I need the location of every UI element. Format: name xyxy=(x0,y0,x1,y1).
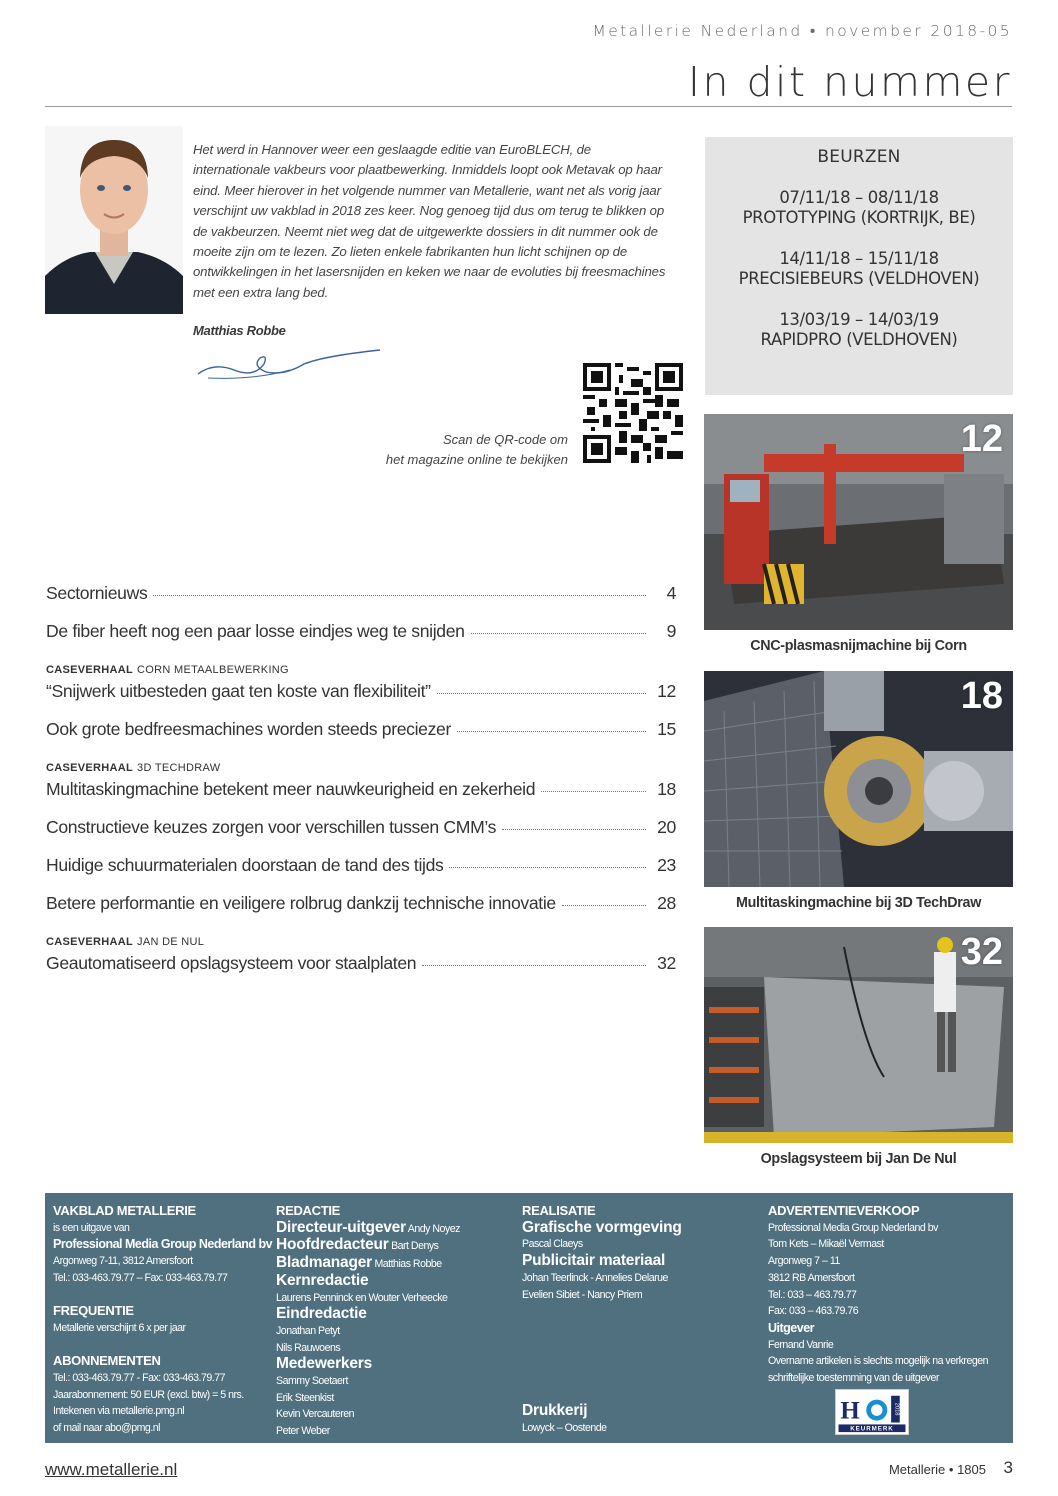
folio: Metallerie • 1805 xyxy=(888,1462,986,1477)
feature-storage-system[interactable] xyxy=(704,927,1013,1167)
colophon-line: Argonweg 7 – 11 xyxy=(768,1255,840,1268)
toc-page: 20 xyxy=(657,817,676,837)
ho-keurmerk-logo xyxy=(835,1389,909,1435)
feature-page-number: 32 xyxy=(960,931,1003,973)
event-item xyxy=(705,249,1013,289)
toc-item[interactable] xyxy=(46,817,676,855)
feature-caption: Opslagsysteem bij Jan De Nul xyxy=(760,1151,957,1167)
colophon-line: Professional Media Group Nederland bv xyxy=(768,1221,938,1234)
toc-leader-dots xyxy=(502,829,646,830)
page-title: In dit nummer xyxy=(687,58,1012,106)
colophon-advertising xyxy=(768,1203,1008,1387)
event-name: RAPIDPRO (VELDHOVEN) xyxy=(760,330,958,349)
feature-page-number: 12 xyxy=(960,418,1003,460)
qr-caption xyxy=(360,430,568,470)
toc-leader-dots xyxy=(153,595,646,596)
colophon-line: Fax: 033 – 463.79.76 xyxy=(768,1305,859,1318)
toc-page: 28 xyxy=(657,893,676,913)
colophon-line: Tel.: 033-463.79.77 - Fax: 033-463.79.77 xyxy=(53,1372,225,1384)
role-name: Peter Weber xyxy=(276,1425,330,1438)
colophon-publisher xyxy=(53,1203,273,1437)
editor-signature xyxy=(194,344,384,384)
colophon-heading: VAKBLAD METALLERIE xyxy=(53,1203,196,1218)
kicker-text: 3D TECHDRAW xyxy=(137,762,221,774)
running-head: Metallerie Nederland • november 2018-05 xyxy=(592,22,1012,40)
toc-item[interactable] xyxy=(46,893,676,931)
toc-leader-dots xyxy=(437,693,646,694)
toc-item[interactable] xyxy=(46,779,676,817)
colophon xyxy=(45,1193,1013,1443)
feature-page-number: 18 xyxy=(960,675,1003,717)
kicker-label: CASEVERHAAL xyxy=(46,664,134,676)
role-name: Erik Steenkist xyxy=(276,1391,334,1404)
toc-leader-dots xyxy=(471,633,646,634)
role-label: Publicitair materiaal xyxy=(522,1252,666,1270)
table-of-contents xyxy=(46,583,676,991)
event-item xyxy=(705,188,1013,228)
event-item xyxy=(705,310,1013,350)
feature-plasma-cutter[interactable] xyxy=(704,414,1013,654)
colophon-heading: REALISATIE xyxy=(522,1203,596,1218)
colophon-production xyxy=(522,1203,752,1437)
colophon-line: schriftelijke toestemming van de uitgever xyxy=(768,1372,939,1385)
colophon-line: Professional Media Group Nederland bv xyxy=(53,1237,273,1252)
event-name: PROTOTYPING (KORTRIJK, BE) xyxy=(742,208,976,227)
role-name: Evelien Sibiet - Nancy Priem xyxy=(522,1288,643,1301)
toc-title: Betere performantie en veiligere rolbrug dankzij technische innovatie xyxy=(46,893,556,913)
plasma-cutter-photo xyxy=(704,414,1013,630)
svg-text:2018: 2018 xyxy=(893,1402,900,1416)
toc-item[interactable] xyxy=(46,719,676,757)
toc-kicker xyxy=(46,757,676,779)
toc-title: De fiber heeft nog een paar losse eindjes weg te snijden xyxy=(46,621,465,641)
colophon-line: Overname artikelen is slechts mogelijk na verkregen xyxy=(768,1355,989,1368)
role-name: Andy Noyez xyxy=(407,1222,460,1235)
toc-title: Constructieve keuzes zorgen voor verschillen tussen CMM’s xyxy=(46,817,497,837)
editorial-text: Het werd in Hannover weer een geslaagde editie van EuroBLECH, de internationale vakbeurs voor plaatbewerking. Inmiddels loopt ook Metavak op haar eind. Meer hierover in het volgende nummer van Metallerie, want net als vorig jaar verschijnt uw vakblad in 2018 zes keer. Nog genoeg tijd dus om terug te blikken op de vakbeurzen. Neemt niet weg dat de uitgewerkte dossiers in dit nummer ook de moeite zijn om te lezen. Zo lieten enkele fabrikanten hun licht schijnen op de ontwikkelingen in het lasersnijden en keken we naar de evoluties bij freesmachines met een extra lang bed. xyxy=(193,142,666,300)
colophon-line[interactable]: Intekenen via metallerie.pmg.nl xyxy=(53,1405,185,1418)
colophon-line: Argonweg 7-11, 3812 Amersfoort xyxy=(53,1255,193,1268)
event-dates: 07/11/18 – 08/11/18 xyxy=(779,188,939,207)
qr-caption-line2: het magazine online te bekijken xyxy=(385,452,568,467)
colophon-line: Tel.: 033-463.79.77 – Fax: 033-463.79.77 xyxy=(53,1271,228,1284)
colophon-line[interactable]: of mail naar abo@pmg.nl xyxy=(53,1422,161,1435)
toc-title: Huidige schuurmaterialen doorstaan de tand des tijds xyxy=(46,855,444,875)
editor-portrait-photo xyxy=(45,126,183,314)
colophon-subheading: Uitgever xyxy=(768,1320,815,1335)
qr-code[interactable] xyxy=(583,363,683,463)
toc-item[interactable] xyxy=(46,953,676,991)
role-label: Hoofdredacteur xyxy=(276,1236,389,1254)
website-link[interactable]: www.metallerie.nl xyxy=(45,1460,178,1479)
colophon-line: Tom Kets – Mikaël Vermast xyxy=(768,1238,884,1251)
event-dates: 13/03/19 – 14/03/19 xyxy=(779,310,939,329)
feature-caption: CNC-plasmasnijmachine bij Corn xyxy=(750,638,967,654)
colophon-line: Fernand Vanrie xyxy=(768,1338,834,1351)
role-label: Medewerkers xyxy=(276,1355,373,1373)
colophon-heading: FREQUENTIE xyxy=(53,1303,134,1319)
kicker-label: CASEVERHAAL xyxy=(46,762,134,774)
role-label: Eindredactie xyxy=(276,1305,367,1323)
storage-system-photo xyxy=(704,927,1013,1143)
toc-title: Sectornieuws xyxy=(46,583,148,603)
toc-leader-dots xyxy=(541,791,646,792)
role-name: Bart Denys xyxy=(391,1240,439,1253)
editor-name: Matthias Robbe xyxy=(193,323,286,338)
toc-title: “Snijwerk uitbesteden gaat ten koste van flexibiliteit” xyxy=(46,681,431,701)
role-name: Jonathan Petyt xyxy=(276,1324,340,1337)
toc-page: 23 xyxy=(657,855,676,875)
role-name: Matthias Robbe xyxy=(374,1258,442,1271)
toc-page: 4 xyxy=(666,583,676,603)
events-box xyxy=(705,137,1013,395)
toc-title: Geautomatiseerd opslagsysteem voor staalplaten xyxy=(46,953,417,973)
colophon-editorial xyxy=(276,1203,506,1440)
feature-multitasking-machine[interactable] xyxy=(704,671,1013,911)
toc-item[interactable] xyxy=(46,583,676,621)
toc-page: 9 xyxy=(666,621,676,641)
role-name: Laurens Penninck en Wouter Verheecke xyxy=(276,1291,448,1304)
role-name: Nils Rauwoens xyxy=(276,1341,341,1354)
toc-page: 15 xyxy=(657,719,676,739)
toc-leader-dots xyxy=(457,731,646,732)
role-label: Bladmanager xyxy=(276,1254,372,1272)
events-title: BEURZEN xyxy=(817,147,901,167)
colophon-heading: ABONNEMENTEN xyxy=(53,1353,161,1369)
toc-title: Multitaskingmachine betekent meer nauwkeurigheid en zekerheid xyxy=(46,779,536,799)
toc-item[interactable] xyxy=(46,681,676,719)
event-name: PRECISIEBEURS (VELDHOVEN) xyxy=(738,269,980,288)
title-rule xyxy=(45,106,1012,107)
role-name: Johan Teerlinck - Annelies Delarue xyxy=(522,1271,668,1284)
role-name: Lowyck – Oostende xyxy=(522,1421,607,1434)
kicker-text: JAN DE NUL xyxy=(137,936,205,948)
toc-kicker xyxy=(46,931,676,953)
qr-caption-line1: Scan de QR-code om xyxy=(442,432,568,447)
role-name: Kevin Vercauteren xyxy=(276,1408,355,1421)
toc-page: 32 xyxy=(657,953,676,973)
role-label: Directeur-uitgever xyxy=(276,1218,406,1236)
toc-leader-dots xyxy=(562,905,646,906)
toc-leader-dots xyxy=(449,867,646,868)
colophon-line: Tel.: 033 – 463.79.77 xyxy=(768,1288,857,1301)
role-label: Grafische vormgeving xyxy=(522,1218,682,1236)
toc-page: 18 xyxy=(657,779,676,799)
toc-leader-dots xyxy=(422,965,646,966)
colophon-line: 3812 RB Amersfoort xyxy=(768,1271,855,1284)
page-number: 3 xyxy=(1003,1458,1013,1477)
toc-kicker xyxy=(46,659,676,681)
toc-page: 12 xyxy=(657,681,676,701)
role-name: Pascal Claeys xyxy=(522,1238,583,1251)
role-name: Sammy Soetaert xyxy=(276,1375,348,1388)
colophon-line: is een uitgave van xyxy=(53,1221,130,1234)
role-label: Kernredactie xyxy=(276,1271,369,1289)
toc-item[interactable] xyxy=(46,855,676,893)
kicker-text: CORN METAALBEWERKING xyxy=(137,664,289,676)
toc-title: Ook grote bedfreesmachines worden steeds preciezer xyxy=(46,719,451,739)
svg-text:KEURMERK: KEURMERK xyxy=(850,1425,894,1433)
role-label: Drukkerij xyxy=(522,1402,588,1420)
colophon-line: Jaarabonnement: 50 EUR (excl. btw) = 5 nrs. xyxy=(53,1388,244,1401)
colophon-line: Metallerie verschijnt 6 x per jaar xyxy=(53,1321,186,1334)
multitasking-machine-photo xyxy=(704,671,1013,887)
colophon-heading: REDACTIE xyxy=(276,1203,341,1218)
event-dates: 14/11/18 – 15/11/18 xyxy=(779,249,939,268)
feature-caption: Multitaskingmachine bij 3D TechDraw xyxy=(735,895,982,911)
colophon-heading: ADVERTENTIEVERKOOP xyxy=(768,1203,920,1218)
toc-item[interactable] xyxy=(46,621,676,659)
kicker-label: CASEVERHAAL xyxy=(46,936,134,948)
svg-text:H: H xyxy=(840,1397,860,1425)
